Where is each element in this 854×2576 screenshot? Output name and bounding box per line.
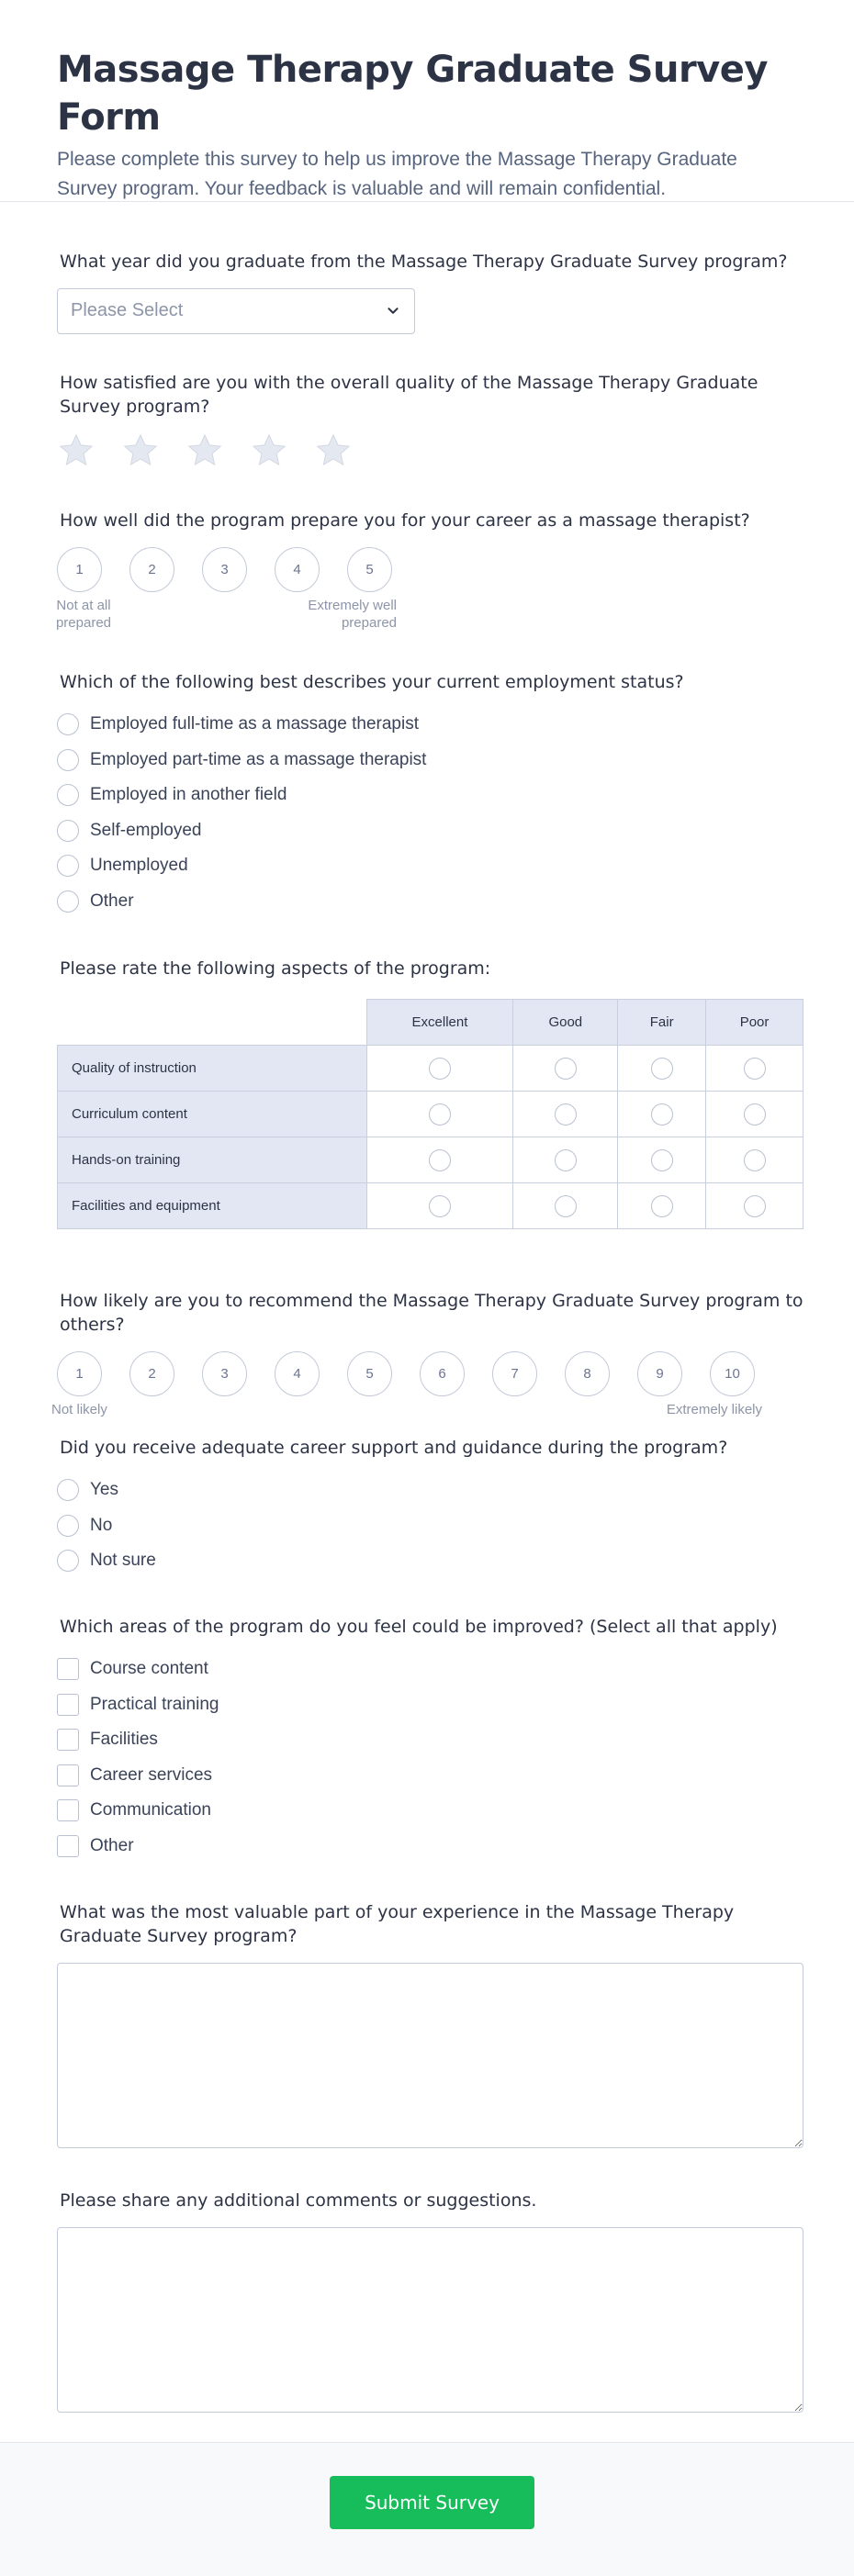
scale-low-label: Not at all prepared xyxy=(55,598,112,631)
scale-option[interactable]: 2 xyxy=(129,547,174,592)
matrix-radio[interactable] xyxy=(744,1195,766,1217)
matrix-radio[interactable] xyxy=(555,1103,577,1126)
star-icon[interactable] xyxy=(314,431,353,470)
scale-option[interactable]: 9 xyxy=(637,1351,682,1396)
radio-option[interactable] xyxy=(57,1543,803,1579)
submit-button[interactable]: Submit Survey xyxy=(330,2476,534,2529)
radio-button[interactable] xyxy=(57,820,79,842)
question-label: How well did the program prepare you for your career as a massage therapist? xyxy=(60,510,750,531)
question-label: Please rate the following aspects of the program: xyxy=(60,958,491,979)
matrix-row-header: Facilities and equipment xyxy=(58,1183,367,1229)
form-description: Please complete this survey to help us improve the Massage Therapy Graduate Survey program. Your feedback is valuable and will remain confidential. xyxy=(57,149,737,199)
scale-1-10 xyxy=(57,1351,803,1396)
question-additional-comments xyxy=(57,2189,803,2417)
form-header xyxy=(0,0,854,202)
option-label: Self-employed xyxy=(90,820,202,840)
matrix-radio[interactable] xyxy=(429,1103,451,1126)
question-career-support xyxy=(57,1436,803,1579)
star-icon[interactable] xyxy=(185,431,224,470)
comments-textarea[interactable] xyxy=(57,2227,803,2413)
form-footer xyxy=(0,2442,854,2576)
radio-option[interactable] xyxy=(57,707,803,743)
scale-labels xyxy=(57,597,803,633)
checkbox[interactable] xyxy=(57,1835,79,1857)
scale-low-label: Not likely xyxy=(51,1402,107,1417)
checkbox[interactable] xyxy=(57,1764,79,1786)
option-label: Communication xyxy=(90,1800,211,1820)
radio-option[interactable] xyxy=(57,778,803,813)
matrix-radio[interactable] xyxy=(429,1058,451,1080)
matrix-radio[interactable] xyxy=(651,1103,673,1126)
option-label: Yes xyxy=(90,1480,118,1500)
radio-button[interactable] xyxy=(57,1550,79,1572)
question-improvement-areas xyxy=(57,1615,803,1864)
matrix-row-header: Hands-on training xyxy=(58,1137,367,1183)
checkbox[interactable] xyxy=(57,1799,79,1821)
matrix-row xyxy=(58,1046,803,1092)
matrix-radio[interactable] xyxy=(651,1195,673,1217)
matrix-radio[interactable] xyxy=(555,1149,577,1171)
matrix-radio[interactable] xyxy=(744,1103,766,1126)
radio-option[interactable] xyxy=(57,884,803,920)
radio-button[interactable] xyxy=(57,749,79,771)
scale-option[interactable]: 4 xyxy=(275,1351,320,1396)
radio-button[interactable] xyxy=(57,713,79,735)
scale-option[interactable]: 1 xyxy=(57,547,102,592)
matrix-radio[interactable] xyxy=(651,1149,673,1171)
option-label: Unemployed xyxy=(90,856,188,876)
scale-option[interactable]: 1 xyxy=(57,1351,102,1396)
option-label: Employed full-time as a massage therapist xyxy=(90,714,419,734)
scale-option[interactable]: 3 xyxy=(202,1351,247,1396)
scale-option[interactable]: 6 xyxy=(420,1351,465,1396)
scale-labels xyxy=(51,1401,803,1438)
option-label: Employed part-time as a massage therapist xyxy=(90,749,427,769)
scale-1-5 xyxy=(57,547,803,592)
option-label: Career services xyxy=(90,1764,213,1785)
question-overall-satisfaction xyxy=(57,371,803,470)
scale-high-label: Extremely likely xyxy=(666,1402,762,1417)
question-label: Which of the following best describes your current employment status? xyxy=(60,672,684,692)
question-graduation-year xyxy=(57,250,803,334)
radio-button[interactable] xyxy=(57,1479,79,1501)
scale-option[interactable]: 5 xyxy=(347,547,392,592)
question-employment-status xyxy=(57,670,803,919)
scale-option[interactable]: 7 xyxy=(492,1351,537,1396)
checkbox-option[interactable] xyxy=(57,1652,803,1687)
scale-high-label: Extremely well prepared xyxy=(308,598,397,631)
matrix-row-header: Quality of instruction xyxy=(58,1046,367,1092)
form-title: Massage Therapy Graduate Survey Form xyxy=(57,49,768,139)
checkbox[interactable] xyxy=(57,1658,79,1680)
option-label: Other xyxy=(90,1835,134,1855)
question-label: How satisfied are you with the overall quality of the Massage Therapy Graduate Survey program? xyxy=(60,373,758,417)
matrix-row xyxy=(58,1092,803,1137)
survey-form xyxy=(0,202,854,2442)
radio-button[interactable] xyxy=(57,855,79,877)
chevron-down-icon xyxy=(383,300,403,320)
matrix-radio[interactable] xyxy=(651,1058,673,1080)
matrix-radio[interactable] xyxy=(744,1058,766,1080)
matrix-radio[interactable] xyxy=(429,1195,451,1217)
scale-option[interactable]: 10 xyxy=(710,1351,755,1396)
matrix-column-header: Excellent xyxy=(366,1000,513,1046)
scale-option[interactable]: 5 xyxy=(347,1351,392,1396)
radio-option[interactable] xyxy=(57,848,803,884)
option-label: Course content xyxy=(90,1659,208,1679)
scale-option[interactable]: 3 xyxy=(202,547,247,592)
checkbox[interactable] xyxy=(57,1694,79,1716)
checkbox-option[interactable] xyxy=(57,1793,803,1829)
question-rate-aspects xyxy=(57,957,803,1229)
matrix-column-header: Fair xyxy=(618,1000,706,1046)
option-label: Not sure xyxy=(90,1551,156,1571)
star-icon[interactable] xyxy=(250,431,288,470)
question-most-valuable xyxy=(57,1900,803,2153)
dropdown-placeholder: Please Select xyxy=(71,300,184,320)
most-valuable-textarea[interactable] xyxy=(57,1963,803,2148)
star-icon[interactable] xyxy=(121,431,160,470)
checkbox[interactable] xyxy=(57,1729,79,1751)
star-rating xyxy=(57,431,803,470)
matrix-radio[interactable] xyxy=(429,1149,451,1171)
question-label: Which areas of the program do you feel could be improved? (Select all that apply) xyxy=(60,1617,778,1637)
radio-option[interactable] xyxy=(57,1473,803,1508)
rating-matrix xyxy=(57,999,803,1229)
scale-option[interactable]: 4 xyxy=(275,547,320,592)
checkbox-option[interactable] xyxy=(57,1687,803,1723)
matrix-row xyxy=(58,1183,803,1229)
radio-option[interactable] xyxy=(57,1508,803,1544)
radio-button[interactable] xyxy=(57,890,79,913)
checkbox-option[interactable] xyxy=(57,1758,803,1794)
option-label: Facilities xyxy=(90,1730,158,1750)
radio-option[interactable] xyxy=(57,743,803,778)
question-label: How likely are you to recommend the Massage Therapy Graduate Survey program to others? xyxy=(60,1291,803,1335)
question-career-preparation xyxy=(57,509,803,633)
matrix-radio[interactable] xyxy=(744,1149,766,1171)
checkbox-option[interactable] xyxy=(57,1722,803,1758)
matrix-column-header: Good xyxy=(513,1000,618,1046)
question-recommend-likelihood xyxy=(51,1289,803,1438)
radio-button[interactable] xyxy=(57,1515,79,1537)
question-label: Did you receive adequate career support and guidance during the program? xyxy=(60,1438,728,1458)
checkbox-option[interactable] xyxy=(57,1829,803,1865)
matrix-row-header: Curriculum content xyxy=(58,1092,367,1137)
question-label: What year did you graduate from the Massage Therapy Graduate Survey program? xyxy=(60,252,788,272)
matrix-row xyxy=(58,1137,803,1183)
question-label: What was the most valuable part of your experience in the Massage Therapy Graduate Survey program? xyxy=(60,1902,735,1946)
graduation-year-dropdown[interactable] xyxy=(57,288,415,334)
option-label: Other xyxy=(90,890,134,911)
matrix-radio[interactable] xyxy=(555,1058,577,1080)
option-label: No xyxy=(90,1515,113,1535)
matrix-column-header: Poor xyxy=(706,1000,803,1046)
option-label: Employed in another field xyxy=(90,785,287,805)
question-label: Please share any additional comments or suggestions. xyxy=(60,2190,537,2211)
radio-button[interactable] xyxy=(57,784,79,806)
scale-option[interactable]: 2 xyxy=(129,1351,174,1396)
radio-option[interactable] xyxy=(57,813,803,849)
scale-option[interactable]: 8 xyxy=(565,1351,610,1396)
matrix-radio[interactable] xyxy=(555,1195,577,1217)
option-label: Practical training xyxy=(90,1694,219,1714)
star-icon[interactable] xyxy=(57,431,96,470)
